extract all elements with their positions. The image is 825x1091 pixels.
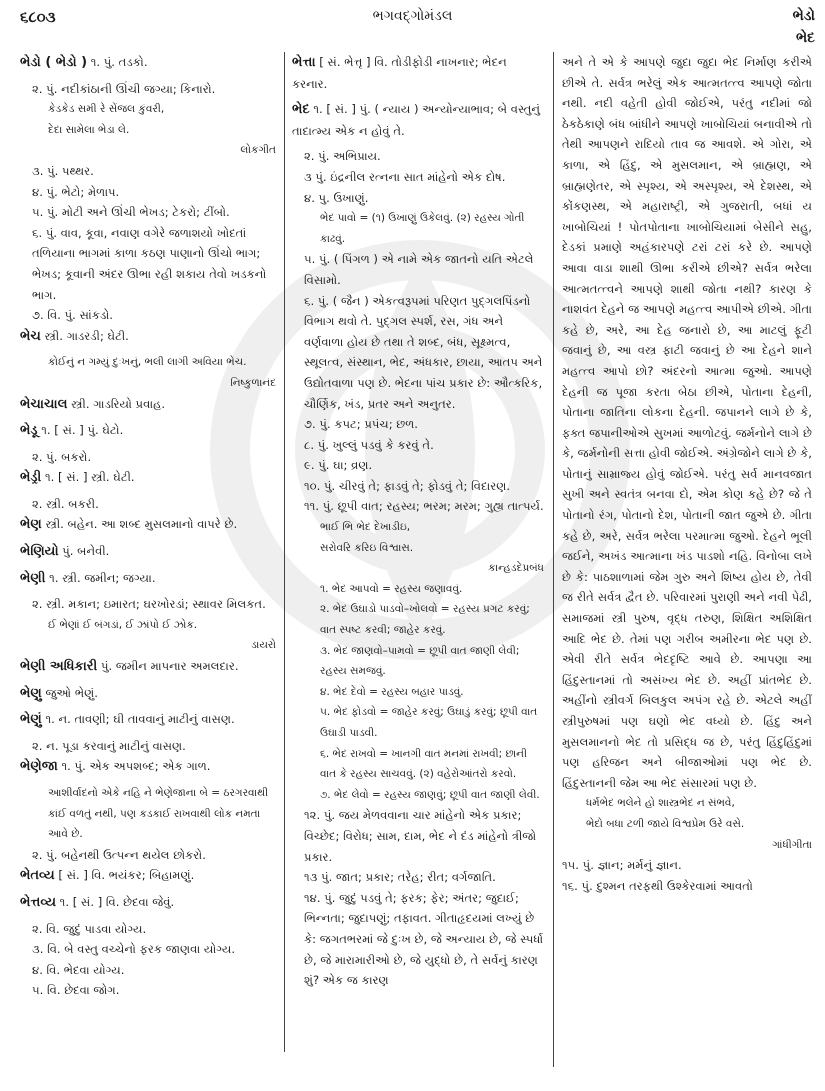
quotation: દેદા સામેલા ભેડા લે. (48, 123, 130, 136)
headword: ભેદ (292, 102, 310, 118)
page-number: ૬૮૦૩ (20, 8, 56, 26)
definition: ૧. [ સં. ] પું. ઘેટો. (41, 423, 124, 438)
headword: ભેણું (20, 712, 42, 728)
definition: ૧. સ્ત્રી. જમીન; જગ્યા. (49, 570, 156, 585)
page-header (0, 0, 825, 52)
dictionary-entry (20, 52, 276, 74)
headword: ભેણી (20, 570, 46, 586)
quotation-source: લોકગીત (240, 144, 276, 157)
verse-source: ગાંધીગીતા (772, 838, 812, 851)
definition: સ્ત્રી. બહેન. આ શબ્દ મુસલમાનો વાપરે છે. (45, 517, 238, 532)
sense-line: ૫. પું. ( પિંગળ ) એ નામે એક જાતનો યતિ એટલે વિસામો. (304, 252, 534, 287)
sense-line: ૧૬. પું. દુશ્મન તરફથી ઉશ્કેરવામાં આવતો (562, 878, 753, 893)
sense-line: ૯. પું. ઘા; વ્રણ. (304, 458, 373, 473)
sense-line: ૧૪. પું. જુદું પડવું તે; ફરક; ફેર; અંતર; જુદાઈ; ભિન્નતા; જુદાપણું; તફાવત. ગીતાહૃદયમાં લખ્યું છે કે: જગતભરમાં જે દુઃખ છે, જે અન્યાય છે, જે સ્પર્ધા છે, જે મારામારીઓ છે, જે યુદ્ધો છે, તે સર્વનું કારણ શું? એક જ કારણ (304, 890, 544, 988)
dictionary-entry (20, 683, 276, 705)
sense-line: ૮. પું. ખુલ્લું પડવું કે કરવું તે. (304, 437, 434, 452)
sense-line: ૨. પું. અભિપ્રાય. (304, 149, 381, 164)
definition: [ સં. ભેત્તૃ ] વિ. તોડીફોડી નાખનાર; ભેદન કરનાર. (292, 55, 507, 91)
dictionary-entry (292, 99, 544, 141)
dictionary-entry (20, 568, 276, 590)
middle-column (292, 52, 544, 991)
quotation: ૪. ભેદ દેવો = રહસ્ય બહાર પાડવું. (320, 685, 464, 698)
headword: ભેડ્રી (20, 470, 42, 486)
sense-line: ૧૫. પું. જ્ઞાન; મર્મનું જ્ઞાન. (562, 858, 682, 873)
sense-line: ૪. પુ. ઉખાણું. (304, 190, 369, 205)
definition: પું. બનેવી. (62, 544, 110, 559)
definition: સ્ત્રી. ગાડરિયો પ્રવાહ. (71, 396, 166, 411)
quotation-source: ડાયરો (251, 639, 276, 652)
dictionary-entry (20, 892, 276, 914)
sense-line: ૧૩ પું. જાત; પ્રકાર; તરેહ; રીત; વર્ગજાતિ. (304, 870, 496, 885)
sense-line: ૩. વિ. બે વસ્તુ વચ્ચેનો ફરક જાણવા યોગ્ય. (32, 942, 236, 957)
sense-line: ૬. પું. ( જૈન ) એકત્વરૂપમાં પરિણત પુદ્ગલપિંડનો વિભાગ થવો તે. પુદ્ગલ સ્પર્શ, રસ, ગંધ અને વર્ણવાળા હોય છે તથા તે શબ્દ, બંધ, સૂક્ષ્મત્વ, સ્થૂલત્વ, સંસ્થાન, ભેદ, અંધકાર, છાયા, આતપ અને ઉદ્યોતવાળા પણ છે. ભેદના પાંચ પ્રકાર છે: ઔત્કરિક, ચૌર્ણિક, ખંડ, પ્રતર અને અનુતર. (304, 293, 543, 411)
dictionary-entry (20, 467, 276, 489)
quotation: ૬. ભેદ રાખવો = ખાનગી વાત મનમાં રાખવી; છાની વાત કે રહસ્ય સાચવવું. (૨) વહેરોઆંતરો કરવો. (320, 747, 528, 781)
definition: સ્ત્રી. ગાડરડી; ઘેટી. (44, 328, 129, 343)
sense-line: ૨. ન. પૂડા કરવાનું માટીનું વાસણ. (32, 738, 186, 753)
quotation: ૨. ભેદ ઉઘાડો પાડવો–ખોલવો = રહસ્ય પ્રગટ કરવું; વાત સ્પષ્ટ કરવી; જાહેર કરવું. (320, 603, 530, 637)
headword: ભેણેજા (20, 759, 58, 775)
quotation: ઈ ભેણાં ઈ બંગડાં, ઈ ઝાંપો ઈ ઝોક. (48, 618, 198, 631)
sense-line: ૭. વિ. પું. સાંકડો. (32, 308, 113, 323)
headword: ભેચ (20, 328, 41, 344)
sense-line: ૩. પું. પથ્થર. (32, 163, 94, 178)
dictionary-entry (292, 52, 544, 94)
sense-line: ૧૨. પું. જય મેળવવાના ચાર માંહેનો એક પ્રકાર; વિચ્છેદ; વિરોધ; સામ, દામ, ભેદ ને દંડ માંહેનો ત્રીજો પ્રકાર. (304, 808, 537, 864)
sense-line: ૨. સ્ત્રી. બકરી. (32, 496, 99, 511)
column-divider (553, 52, 554, 1067)
sense-line: ૨. પું. બહેનથી ઉત્પન્ન થયેલ છોકરો. (32, 847, 206, 862)
sense-line: ૬. પું. વાવ, કૂવા, નવાણ વગેરે જળાશયો ખોદતાં તળિયાના ભાગમાં કાળા કઠણ પાણાનો ઊંચો ભાગ; ભેખડ; કૂવાની અંદર ઊભા રહી શકાય તેવો ખડકનો ભાગ. (32, 225, 267, 302)
dictionary-entry (20, 709, 276, 731)
quotation-source: કાન્હડદેપ્રબંધ (488, 562, 544, 575)
headword: ભેચાચાલ (20, 396, 68, 412)
sense-line: ૧૧. પું. છૂપી વાત; રહસ્ય; ભરમ; મરમ; ગુહ્ય તાત્પર્ય. (304, 499, 544, 514)
sense-line: ૭. પું. કપટ; પ્રપંચ; છળ. (304, 417, 418, 432)
sense-line: ૨. પું. નદીકાંઠાની ઊંચી જગ્યા; કિનારો. (32, 81, 216, 96)
headword: ભેડૂ (20, 423, 38, 439)
definition: ૧. પું. તડકો. (90, 55, 148, 69)
quotation: આશીર્વાદનો એકે નહિ ને ભેણેજાના બે = ઠરગરવાથી કાંઈ વળતું નથી, પણ કડકાઈ રાખવાથી લોક નમતા આવે છે. (48, 787, 269, 841)
definition: ૧. પું. એક અપશબ્દ; એક ગાળ. (61, 759, 211, 774)
headword: ભેણ (20, 517, 42, 533)
quotation: ૧. ભેદ આપવો = રહસ્ય જણાવવું. (320, 582, 463, 595)
sense-line: ૨. વિ. જુદું પાડવા યોગ્ય. (32, 921, 147, 936)
essay-paragraph: અને તે એ કે આપણે જુદા જુદા ભેદ નિર્માણ કરીએ છીએ તે. સર્વત્ર ભરેલું એક આત્મતત્ત્વ આપણે જોતા નથી. નદી વહેતી હોવી જોઈએ, પરંતુ નદીમાં જો ઠેકઠેકાણે બંધ બાંધીને આપણે ખાબોચિયાં બનાવીએ તો તેથી આપણને રાદિયો તાવ જ આવશે. એ ગોરા, એ કાળા, એ હિંદુ, એ મુસલમાન, એ બ્રાહ્મણ, એ બ્રાહ્મણેતર, એ સ્પૃશ્ય, એ અસ્પૃશ્ય, એ દેશસ્થ, એ કોંકણસ્થ, એ મહારાષ્ટ્રી, એ ગુજરાતી, બધાં ય ખાબોચિયાં ! પોતપોતાના ખાબોચિયામાં બેસીને સહુ, દેડકાં પ્રમાણે અહંકારપણે ટરાં ટરાં કરે છે. આપણે આવા વાડા શાથી ઊભા કરીએ છીએ? સર્વત્ર ભરેલા આત્મતત્ત્વને આપણે શાથી જોતા નથી? કારણ કે નાશવંત દેહને જ આપણે મહત્ત્વ આપીએ છીએ. ગીતા કહે છે, અરે, આ દેહ જનારો છે, આ માટલું ફૂટી જવાનું છે, આ વસ્ત્ર ફાટી જવાનું છે આ દેહને શાને મહત્ત્વ આપો છો? અંદરનો આત્મા જુઓ. આપણે દેહની જ પૂજા કરતા બેઠા છીએ, પોતાના દેહની, પોતાના જાતિના લોકના દેહની. જપાનને લાગે છે કે, ફક્ત જપાનીઓએ સુખમાં આળોટવું. જર્મનોને લાગે છે કે, જર્મનોની સત્તા હોવી જોઈએ. અંગ્રેજોને લાગે છે કે, પોતાનું સામ્રાજ્ય હોવું જોઈએ. પરંતુ સર્વ માનવજાત સુખી અને સ્વતંત્ર બનવા દો, એમ કોણ કહે છે? જે તે પોતાનો રંગ, પોતાનો દેશ, પોતાની જાત જુએ છે. ગીતા કહે છે, અરે, સર્વત્ર ભરેલા પરમાત્મા જુઓ. દેહને ભૂલી જઈને, અખંડ આત્માના ખંડ પાડશો નહિ. વિનોબા લખે છે કે: પાઠશાળામાં જેમ ગુરુ અને શિષ્ય હોય છે, તેવી જ રીતે સર્વત્ર દ્વૈત છે. પરિવારમાં પુરાણી અને નવી પેઢી, સમાજમાં સ્ત્રી પુરુષ, વૃદ્ધ તરુણ, શિક્ષિત અશિક્ષિત આદિ ભેદ છે. તેમાં પણ ગરીબ અમીરના ભેદ પણ છે. એવી રીતે સર્વત્ર ભેદદૃષ્ટિ આવે છે. આપણા આ હિંદુસ્તાનમાં તો અસંખ્ય ભેદ છે. અહીં પ્રાંતભેદ છે. અહીંનો સ્ત્રીવર્ગ બિલકુલ અપંગ રહે છે. એટલે અહીં સ્ત્રીપુરુષમાં પણ ઘણો ભેદ વધ્યો છે. હિંદુ અને મુસલમાનનો ભેદ તો પ્રસિદ્ધ જ છે, પરંતુ હિંદુહિંદુમાં પણ હરિજન અને બીજાઓમાં પણ ભેદ છે. હિંદુસ્તાનની જેમ આ ભેદ સંસારમાં પણ છે. (562, 55, 812, 790)
dictionary-entry (20, 656, 276, 678)
quotation: ૫. ભેદ ફોડવો = જાહેર કરવું; ઉઘાડું કરવું; છૂપી વાત ઉઘાડી પાડવી. (320, 706, 538, 739)
dictionary-entry (20, 756, 276, 778)
definition: ૧. [ સં. ] વિ. છેદવા જેવું. (59, 894, 175, 909)
right-column (562, 52, 812, 896)
sense-line: ૪. પું. ભેટો; મેળાપ. (32, 184, 120, 199)
dictionary-entry (20, 420, 276, 442)
definition: પું. જમીન માપનાર અમલદાર. (100, 659, 239, 674)
sense-line: ૩ પું. ઇંદ્રનીલ રત્નના સાત માંહેનો એક દોષ. (304, 169, 506, 184)
quotation: ૩. ભેદ જાણવો–પામવો = છૂપી વાત જાણી લેવી; રહસ્ય સમજવું. (320, 644, 520, 678)
running-title: ભગવદ્ગોમંડલ (372, 8, 453, 24)
headword: ભેત્તા (292, 55, 316, 70)
headword: ભેડો ( ભેડો ) (20, 55, 88, 70)
sense-line: ૪. વિ. ભેદવા યોગ્ય. (32, 962, 125, 977)
column-divider (284, 52, 285, 1052)
dictionary-entry (20, 541, 276, 563)
quotation-source: નિષ્કુળાનંદ (230, 376, 276, 389)
headword: ભેણી અધિકારી (20, 659, 98, 675)
quotation: ૭. ભેદ લેવો = રહસ્ય જાણવું; છૂપી વાત જાણી લેવી. (320, 788, 540, 801)
dictionary-entry (20, 865, 276, 887)
sense-line: ૨. પું. બકરો. (32, 449, 92, 464)
left-column (20, 52, 276, 1001)
quotation: ભેદ પાવો = (૧) ઉખાણું ઉકેલવું. (૨) રહસ્ય ગોતી કાઢવું. (320, 212, 525, 245)
guide-word-first: ભેડો (792, 8, 815, 24)
quotation: કેડકેડ સમી રે સેંજલ કુંવરી, (48, 103, 165, 116)
dictionary-entry (20, 394, 276, 416)
headword: ભેત્તવ્ય (20, 894, 56, 910)
headword: ભેણિયો (20, 544, 59, 560)
quotation: ભાઈ ભિ ભેદ દેખાડીઇ, (320, 521, 411, 534)
dictionary-entry (20, 514, 276, 536)
quotation: કોઈનું ન ગમ્યું દુઃખનું, ભલી લાગી અવિયા ભેચ. (48, 356, 247, 369)
sense-line: ૧૦. પું. ચીરવું તે; ફાડવું તે; ફોડવું તે; વિદારણ. (304, 478, 511, 493)
dictionary-entry (20, 326, 276, 348)
sense-line: ૫. વિ. છેદવા જોગ. (32, 983, 120, 998)
quotation: સરોવરિ કરિઇ વિશ્વાસ. (320, 541, 414, 554)
definition: ૧. [ સં. ] સ્ત્રી. ઘેટી. (44, 470, 135, 485)
definition: [ સં. ] વિ. ભયંકર; બિહામણું. (58, 868, 195, 883)
headword: ભેણુ (20, 685, 42, 701)
definition: જુઓ ભેણું. (45, 685, 98, 700)
sense-line: ૫. પું. મોટી અને ઊંચી ભેખડ; ટેકરો; ટીંબો. (32, 205, 230, 220)
sense-line: ૨. સ્ત્રી. મકાન; ઇમારત; ઘરખોરડાં; સ્થાવર મિલકત. (32, 597, 266, 612)
definition: ૧. ન. તાવણી; ઘી તાવવાનું માટીનું વાસણ. (45, 712, 235, 727)
definition: ૧. [ સં. ] પું. ( ન્યાય ) અન્યોન્યાભાવ; બે વસ્તુનું તાદાત્મ્ય એક ન હોવું તે. (292, 102, 541, 138)
verse-line: ભેદો બધા ટળી જાયે વિશ્વપ્રેમ ઉરે વસે. (586, 817, 745, 830)
guide-word-last: ભેદ (795, 30, 815, 46)
verse-line: ધર્મભેદ ભલેને હો શાસ્ત્રભેદ ન સંભવે, (586, 797, 735, 810)
headword: ભેતવ્ય (20, 868, 55, 884)
